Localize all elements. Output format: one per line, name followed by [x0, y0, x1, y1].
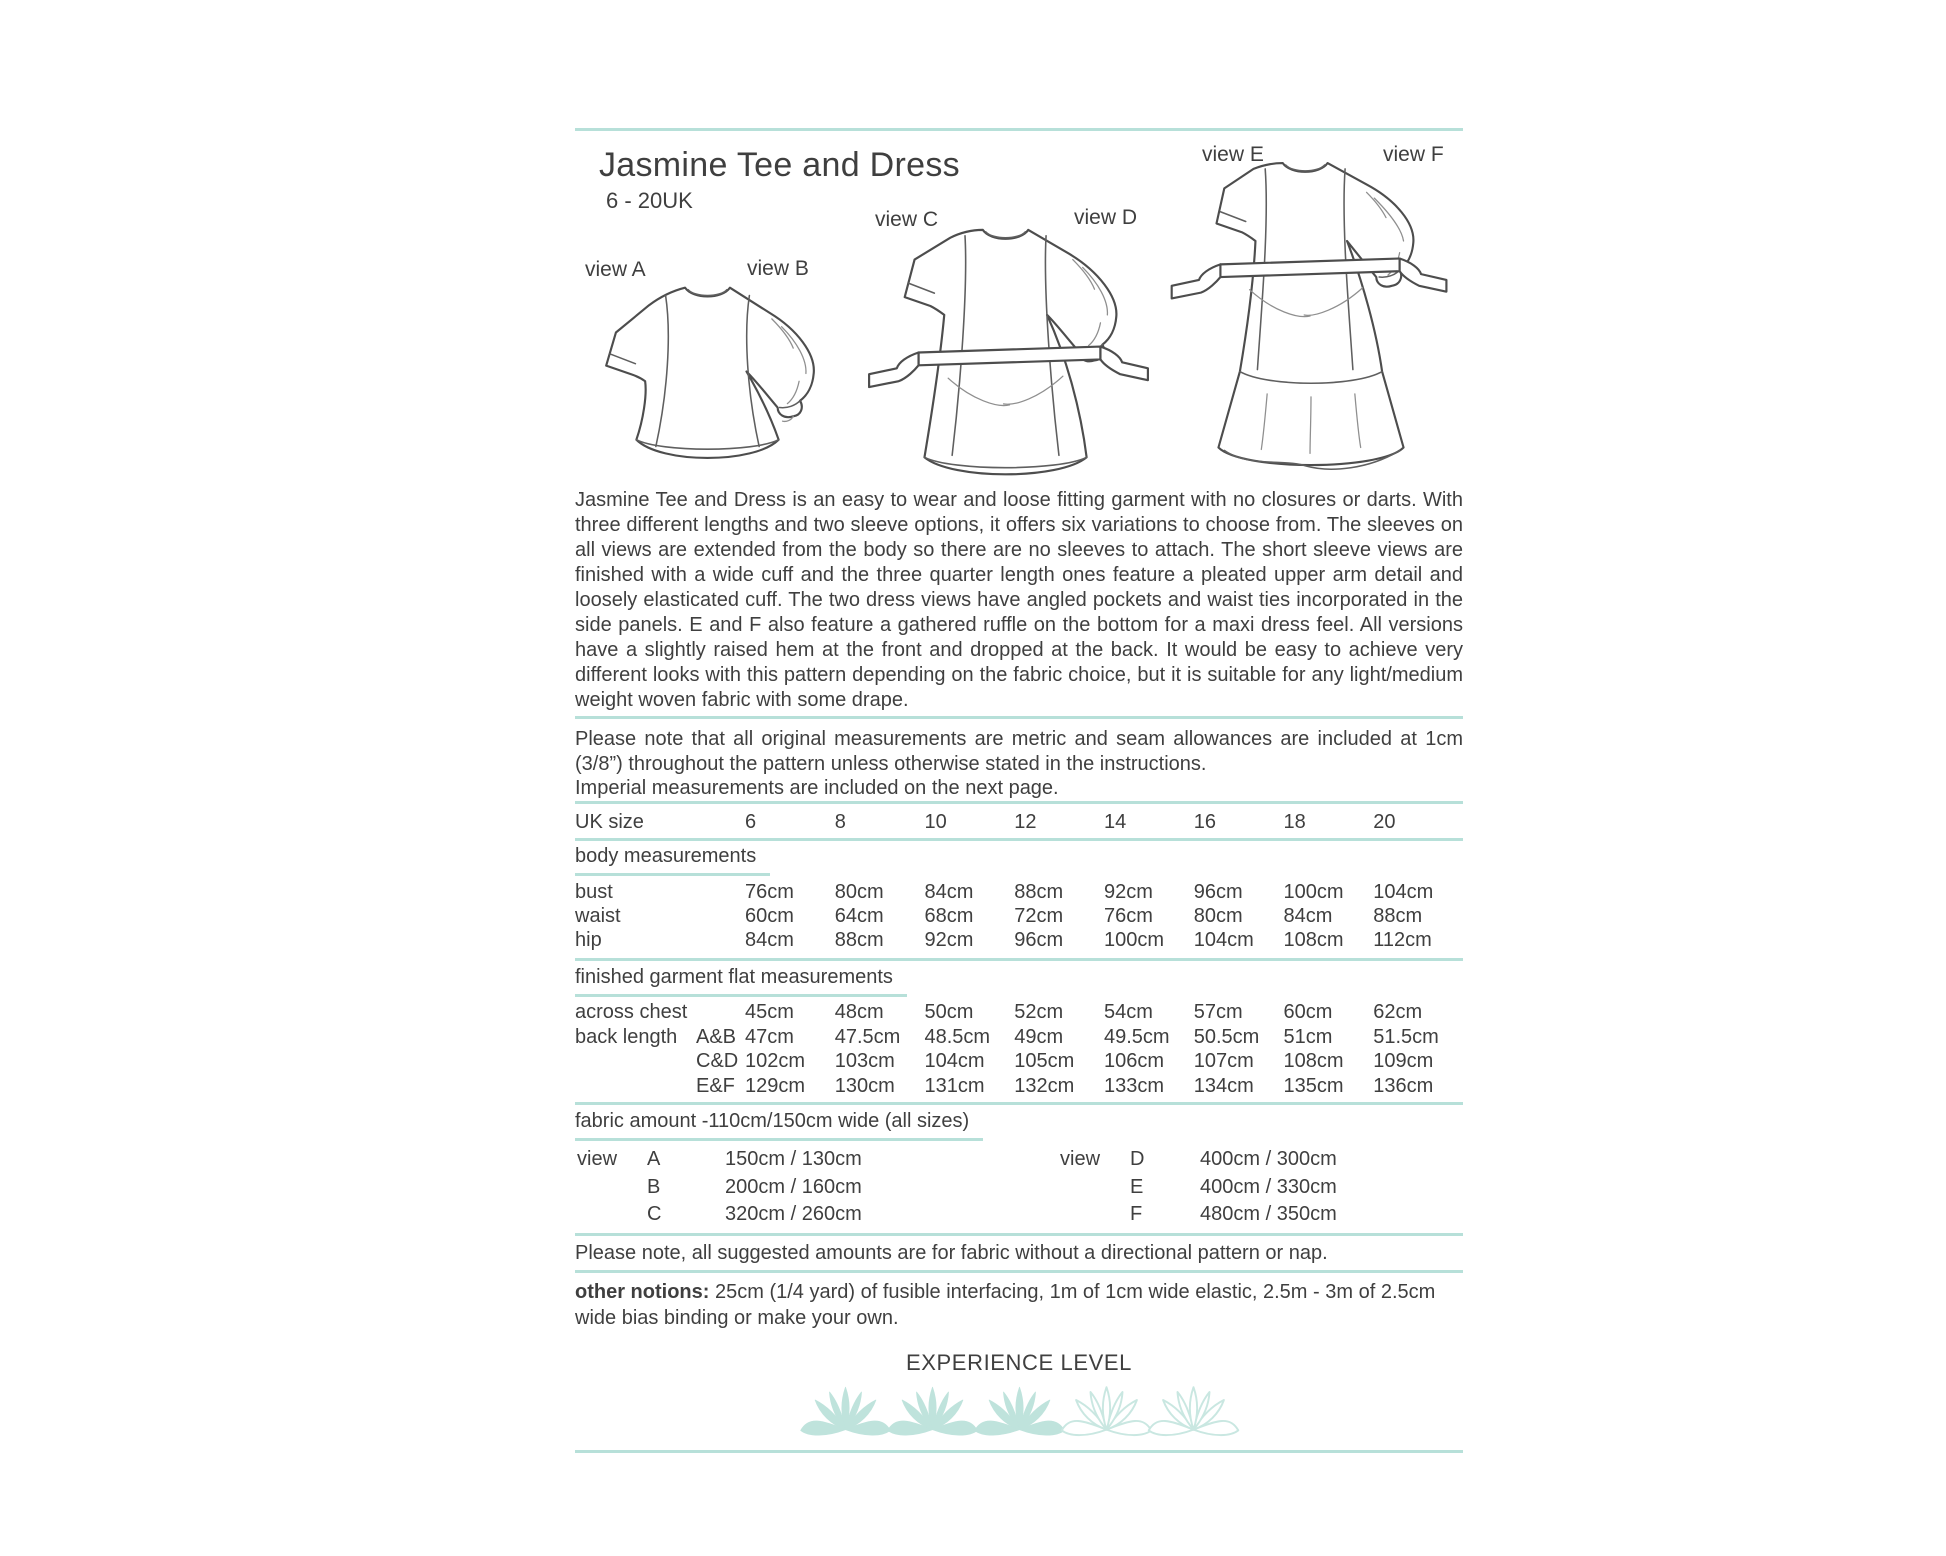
cell: 84cm — [1283, 905, 1333, 927]
table-row-waist — [575, 904, 1463, 928]
row-variant: C&D — [696, 1050, 739, 1073]
top-divider — [575, 128, 1463, 131]
cell: 50cm — [924, 1001, 974, 1023]
cell: 129cm — [745, 1074, 806, 1097]
lotus-flower-icon — [884, 1384, 981, 1448]
cell: 105cm — [1014, 1050, 1075, 1073]
row-label: waist — [575, 905, 621, 927]
cell: 50.5cm — [1193, 1025, 1260, 1048]
cell: 48cm — [834, 1001, 884, 1023]
cell: 104cm — [1373, 881, 1434, 903]
lotus-flower-icon — [1145, 1384, 1242, 1448]
cell: 84cm — [745, 929, 794, 951]
lotus-flower-icon — [1058, 1384, 1155, 1448]
cell: 133cm — [1104, 1074, 1165, 1097]
view-letter: C — [647, 1203, 662, 1225]
row-label: across chest — [575, 1001, 688, 1023]
other-notions-label: other notions: — [575, 1281, 710, 1303]
cell: 92cm — [924, 929, 974, 951]
cell: 64cm — [834, 905, 884, 927]
cell: 68cm — [924, 905, 974, 927]
row-label: back length — [575, 1025, 678, 1048]
cell: 102cm — [745, 1050, 806, 1073]
cell: 49.5cm — [1104, 1025, 1170, 1048]
size-col: 20 — [1373, 811, 1396, 833]
row-label — [575, 1074, 690, 1099]
divider — [575, 1233, 1463, 1236]
cell: 57cm — [1193, 1001, 1243, 1023]
size-header-row — [575, 810, 1463, 834]
view-f-label: view F — [1383, 143, 1444, 166]
view-letter: B — [647, 1175, 661, 1198]
cell: 80cm — [1193, 905, 1243, 927]
cell: 76cm — [1104, 905, 1153, 927]
fabric-amount: 400cm / 300cm — [1200, 1148, 1337, 1170]
nap-note: Please note, all suggested amounts are for fabric without a directional pattern or nap. — [575, 1242, 1328, 1264]
cell: 108cm — [1283, 1050, 1344, 1073]
divider — [575, 958, 1463, 961]
lotus-flower-icon — [971, 1384, 1068, 1448]
table-row-back-length-cd — [575, 1049, 1463, 1074]
cell: 88cm — [834, 929, 884, 951]
size-col: 6 — [745, 811, 757, 833]
dress-cd-illustration — [853, 220, 1165, 482]
view-letter: F — [1130, 1203, 1143, 1225]
cell: 107cm — [1193, 1050, 1254, 1073]
size-col: 16 — [1193, 811, 1216, 833]
experience-level-rating — [575, 1384, 1463, 1448]
cell: 54cm — [1104, 1001, 1153, 1023]
cell: 47.5cm — [834, 1025, 901, 1048]
size-col: 18 — [1283, 811, 1306, 833]
divider — [575, 1270, 1463, 1273]
cell: 132cm — [1014, 1074, 1075, 1097]
divider — [575, 838, 1463, 841]
view-c-label: view C — [875, 208, 939, 231]
view-letter: E — [1130, 1175, 1144, 1198]
divider — [575, 1102, 1463, 1105]
table-row-back-length-ef — [575, 1074, 1463, 1099]
divider — [575, 716, 1463, 719]
cell: 104cm — [924, 1050, 985, 1073]
cell: 88cm — [1014, 881, 1064, 903]
cell: 135cm — [1283, 1074, 1344, 1097]
fabric-table-right — [1060, 1146, 1337, 1229]
cell: 51.5cm — [1373, 1025, 1439, 1048]
view-letter: A — [647, 1148, 661, 1170]
header — [599, 146, 960, 214]
cell: 76cm — [745, 881, 794, 903]
other-notions-text: 25cm (1/4 yard) of fusible interfacing, 1m of 1cm wide elastic, 2.5m - 3m of 2.5cm wide bias binding or make your own. — [575, 1281, 1436, 1329]
other-notions — [575, 1279, 1463, 1331]
table-row-back-length-ab — [575, 1025, 1463, 1050]
measurement-note-line2: Imperial measurements are included on the next page. — [575, 777, 1059, 799]
cell: 45cm — [745, 1001, 794, 1023]
size-col: 12 — [1014, 811, 1037, 833]
divider — [575, 801, 1463, 804]
cell: 60cm — [745, 905, 794, 927]
row-variant: E&F — [696, 1074, 735, 1097]
view-column-label: view — [577, 1148, 618, 1170]
experience-level-heading: EXPERIENCE LEVEL — [905, 1350, 1133, 1375]
cell: 103cm — [834, 1050, 895, 1073]
cell: 109cm — [1373, 1050, 1434, 1073]
cell: 62cm — [1373, 1001, 1423, 1023]
cell: 96cm — [1014, 929, 1064, 951]
fabric-amount: 200cm / 160cm — [725, 1175, 862, 1198]
measurement-note — [575, 727, 1463, 801]
cell: 100cm — [1104, 929, 1165, 951]
cell: 108cm — [1283, 929, 1344, 951]
cell: 112cm — [1373, 929, 1432, 951]
tee-ab-illustration — [590, 276, 825, 466]
size-col: 14 — [1104, 811, 1127, 833]
cell: 49cm — [1014, 1025, 1064, 1048]
pattern-description: Jasmine Tee and Dress is an easy to wear and loose fitting garment with no closures or darts. With three different lengths and two sleeve options, it offers six variations to choose from. The sleeves on all views are extended from the body so there are no sleeves to attach. The short sleeve views are finished with a wide cuff and the three quarter length ones feature a pleated upper arm detail and loosely elasticated cuff. The two dress views have angled pockets and waist ties incorporated in the side panels. E and F also feature a gathered ruffle on the bottom for a maxi dress feel. All versions have a slightly raised hem at the front and dropped at the back. It would be easy to achieve very different looks with this pattern depending on the fabric choice, but it is suitable for any light/medium weight woven fabric with some drape. — [575, 489, 1463, 711]
row-label: bust — [575, 881, 613, 903]
cell: 96cm — [1193, 881, 1243, 903]
page-title: Jasmine Tee and Dress — [599, 146, 960, 184]
cell: 51cm — [1283, 1025, 1333, 1048]
cell: 88cm — [1373, 905, 1423, 927]
cell: 106cm — [1104, 1050, 1165, 1073]
fabric-amount: 480cm / 350cm — [1200, 1203, 1337, 1225]
cell: 72cm — [1014, 905, 1064, 927]
cell: 60cm — [1283, 1001, 1333, 1023]
row-label — [575, 1049, 690, 1074]
uk-size-label: UK size — [575, 811, 644, 833]
fabric-amount: 320cm / 260cm — [725, 1203, 862, 1225]
finished-measurements-table — [575, 1000, 1463, 1098]
cell: 52cm — [1014, 1001, 1064, 1023]
cell: 100cm — [1283, 881, 1344, 903]
measurement-note-line1: Please note that all original measurements are metric and seam allowances are included at 1cm (3/8”) throughout the pattern unless otherwise stated in the instructions. — [575, 728, 1463, 775]
fabric-amount: 400cm / 330cm — [1200, 1175, 1337, 1198]
body-measurements-table — [575, 880, 1463, 952]
body-measurements-label: body measurements — [575, 845, 770, 876]
row-label: hip — [575, 929, 602, 951]
fabric-amount-label: fabric amount -110cm/150cm wide (all sizes) — [575, 1110, 983, 1141]
bottom-divider — [575, 1450, 1463, 1453]
fabric-table-left — [577, 1146, 862, 1229]
cell: 84cm — [924, 881, 974, 903]
view-b-label: view B — [747, 257, 809, 280]
lotus-flower-icon — [797, 1384, 894, 1448]
document-sheet — [575, 0, 1463, 1556]
cell: 47cm — [745, 1025, 794, 1048]
cell: 136cm — [1373, 1074, 1434, 1097]
finished-measurements-label: finished garment flat measurements — [575, 966, 907, 997]
table-row-bust — [575, 880, 1463, 904]
table-row-across-chest — [575, 1000, 1463, 1025]
size-col: 10 — [924, 811, 947, 833]
cell: 92cm — [1104, 881, 1153, 903]
size-col: 8 — [834, 811, 846, 833]
view-a-label: view A — [585, 258, 646, 281]
table-row-hip — [575, 928, 1463, 952]
cell: 48.5cm — [924, 1025, 991, 1048]
view-letter: D — [1130, 1148, 1145, 1170]
fabric-amount: 150cm / 130cm — [725, 1148, 862, 1170]
view-d-label: view D — [1074, 206, 1138, 229]
cell: 104cm — [1193, 929, 1254, 951]
view-column-label: view — [1060, 1148, 1101, 1170]
dress-ef-illustration — [1160, 155, 1462, 477]
row-variant: A&B — [696, 1025, 737, 1048]
cell: 130cm — [834, 1074, 895, 1097]
view-e-label: view E — [1202, 143, 1264, 166]
cell: 134cm — [1193, 1074, 1254, 1097]
cell: 80cm — [834, 881, 884, 903]
size-range: 6 - 20UK — [606, 188, 693, 213]
cell: 131cm — [924, 1074, 985, 1097]
row-variant — [690, 1000, 745, 1025]
